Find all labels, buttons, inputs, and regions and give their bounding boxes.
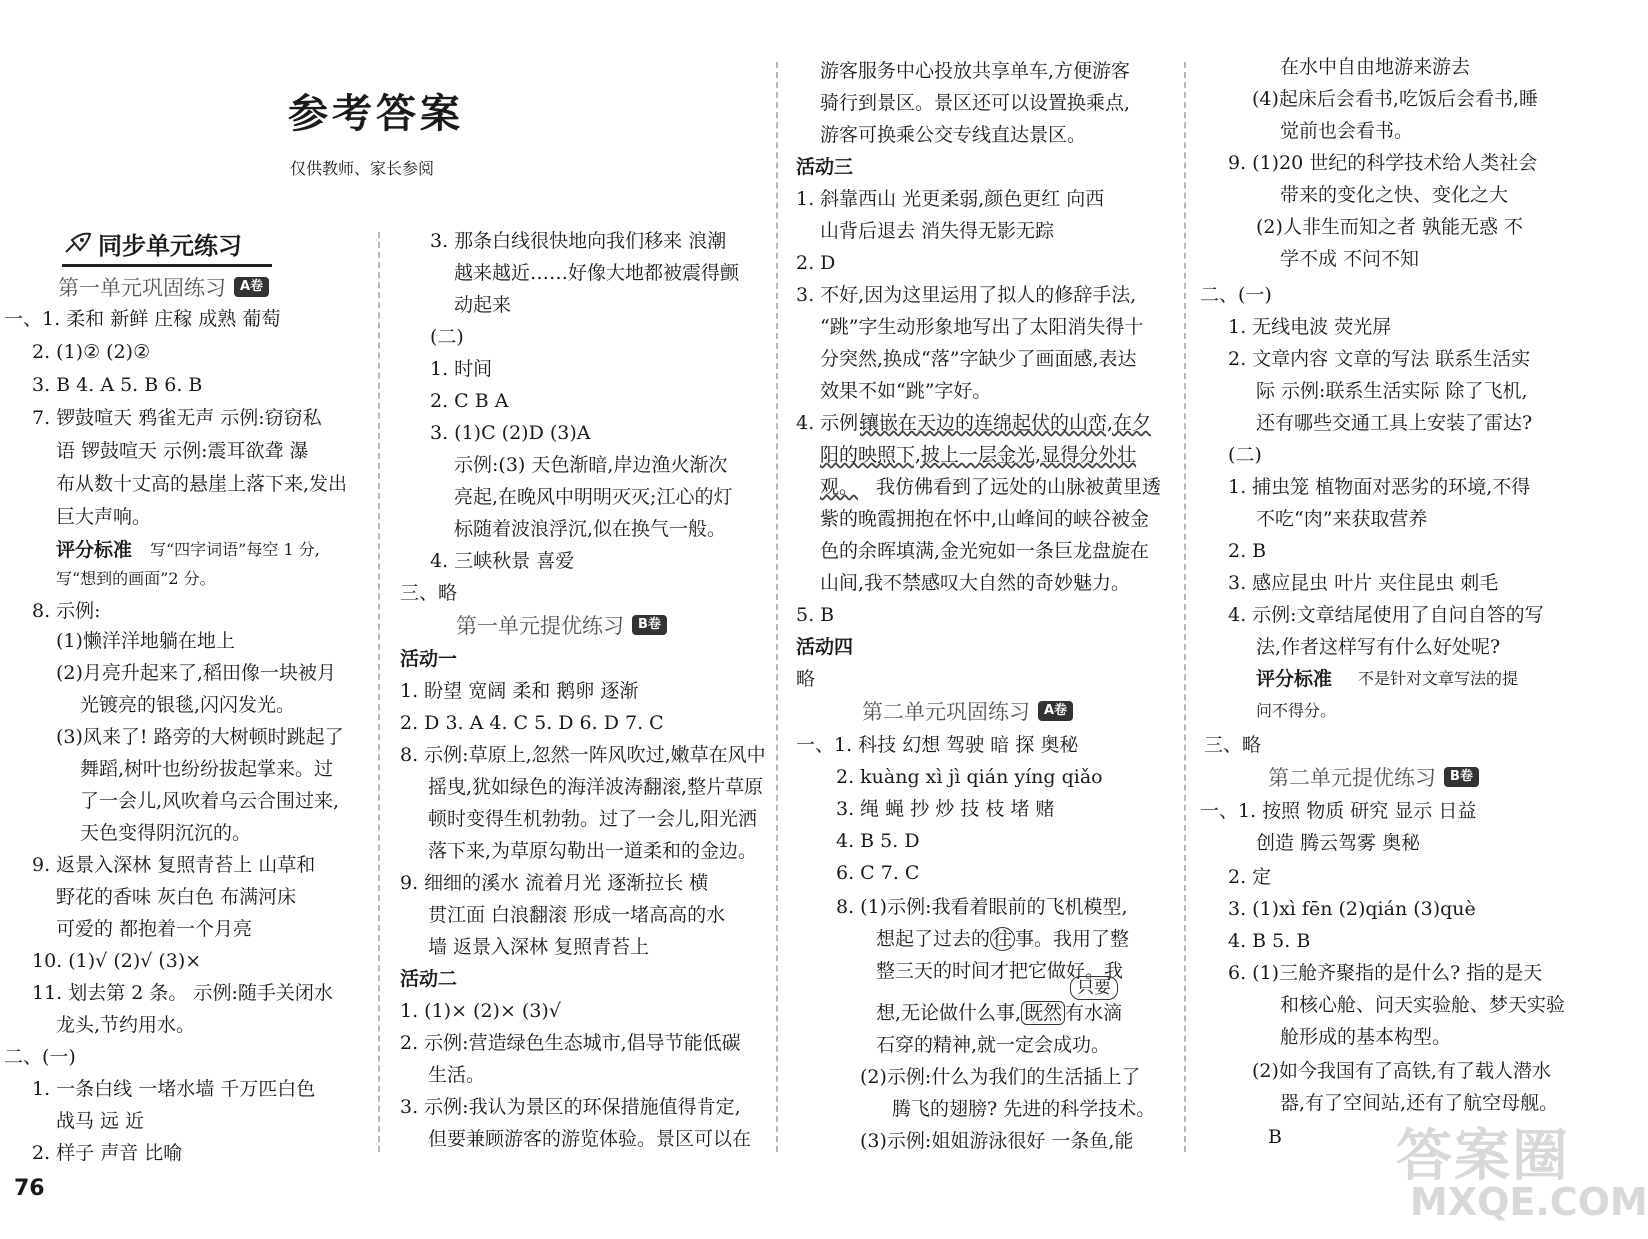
answer-line: 还有哪些交通工具上安装了雷达? xyxy=(1256,412,1533,434)
answer-line: 一、1. 科技 幻想 驾驶 暗 探 奥秘 xyxy=(796,734,1079,756)
answer-line: 贯江面 白浪翻滚 形成一堵高高的水 xyxy=(428,904,726,926)
answer-line: 2. 示例:营造绿色生态城市,倡导节能低碳 xyxy=(400,1032,741,1054)
answer-line: 8. (1)示例:我看着眼前的飞机模型, xyxy=(836,896,1128,918)
divider xyxy=(1184,62,1186,1152)
answer-line: 山间,我不禁感叹大自然的奇妙魅力。 xyxy=(820,572,1131,594)
answer-line: 4. B 5. B xyxy=(1228,930,1311,952)
answer-line: “跳”字生动形象地写出了太阳消失得十 xyxy=(820,316,1144,338)
answer-line: 生活。 xyxy=(428,1064,486,1086)
answer-line: 2. 文章内容 文章的写法 联系生活实 xyxy=(1228,348,1531,370)
answer-line: 6. (1)三舱齐聚指的是什么? 指的是天 xyxy=(1228,962,1543,984)
answer-line: 整三天的时间才把它做好。我 xyxy=(876,960,1124,982)
underlined-text: 镶嵌在天边的连绵起伏的山峦,在夕 xyxy=(860,412,1152,434)
answer-line: 1. 时间 xyxy=(430,358,493,380)
page-number: 76 xyxy=(14,1176,45,1201)
answer-line: 龙头,节约用水。 xyxy=(56,1014,196,1036)
answer-line: 8. 示例:草原上,忽然一阵风吹过,嫩草在风中 xyxy=(400,744,766,766)
answer-line: 4. B 5. D xyxy=(836,830,920,852)
answer-line: 光镀亮的银毯,闪闪发光。 xyxy=(80,694,296,716)
answer-line: 1. 无线电波 荧光屏 xyxy=(1228,316,1392,338)
answer-line: 略 xyxy=(796,668,816,690)
answer-line: 3. (1)xì fēn (2)qián (3)què xyxy=(1228,898,1476,920)
answer-line: 带来的变化之快、变化之大 xyxy=(1280,184,1509,206)
watermark-url: MXQE.COM xyxy=(1410,1180,1648,1224)
answer-line: 1. (1)× (2)× (3)√ xyxy=(400,1000,561,1022)
answer-line: (4)起床后会看书,吃饭后会看书,睡 xyxy=(1252,88,1538,110)
answer-line: 学不成 不问不知 xyxy=(1280,248,1420,270)
activity-heading: 活动三 xyxy=(796,156,854,178)
answer-line: 野花的香味 灰白色 布满河床 xyxy=(56,886,297,908)
section-badge: A卷 xyxy=(234,277,269,297)
answer-line xyxy=(876,924,1129,954)
answer-line: 一、1. 按照 物质 研究 显示 日益 xyxy=(1200,800,1477,822)
answer-line: 分突然,换成“落”字缺少了画面感,表达 xyxy=(820,348,1137,370)
answer-line: 标随着波浪浮沉,似在换气一般。 xyxy=(454,518,727,540)
answer-line: 二、(一) xyxy=(1200,284,1272,306)
answer-line: 在水中自由地游来游去 xyxy=(1280,56,1471,78)
section-title: 第二单元巩固练习 xyxy=(862,700,1030,724)
answer-line: (2)人非生而知之者 孰能无惑 不 xyxy=(1256,216,1523,238)
answer-line: (3)示例:姐姐游泳很好 一条鱼,能 xyxy=(860,1130,1134,1152)
page-subtitle: 仅供教师、家长参阅 xyxy=(290,159,435,178)
answer-line: 色的余晖填满,金光宛如一条巨龙盘旋在 xyxy=(820,540,1150,562)
answer-line: 创造 腾云驾雾 奥秘 xyxy=(1256,832,1421,854)
answer-line: (二) xyxy=(430,326,464,348)
answer-line: 三、略 xyxy=(1204,734,1262,756)
answer-line: 2. C B A xyxy=(430,390,509,412)
correction-note: 只要 xyxy=(1070,976,1118,1000)
answer-line: 2. kuàng xì jì qián yíng qiǎo xyxy=(836,766,1103,788)
answer-line: 我仿佛看到了远处的山脉被黄里透 xyxy=(876,476,1162,498)
answer-line: 不吃“肉”来获取营养 xyxy=(1256,508,1428,530)
answer-line: (1)懒洋洋地躺在地上 xyxy=(56,630,235,652)
activity-heading: 活动四 xyxy=(796,636,854,658)
section-heading xyxy=(58,272,269,302)
answer-line: 1. 盼望 宽阔 柔和 鹅卵 逐渐 xyxy=(400,680,639,702)
answer-line: 2. 样子 声音 比喻 xyxy=(32,1142,183,1164)
answer-line: 示例:(3) 天色渐暗,岸边渔火渐次 xyxy=(454,454,728,476)
answer-line: 和核心舱、问天实验舱、梦天实验 xyxy=(1280,994,1566,1016)
section-badge: A卷 xyxy=(1038,701,1073,721)
answer-line: 3. (1)C (2)D (3)A xyxy=(430,422,591,444)
watermark-logo: 答案圈 xyxy=(1396,1124,1570,1189)
divider xyxy=(378,232,380,1152)
section-badge: B卷 xyxy=(632,615,667,635)
answer-line: 落下来,为草原勾勒出一道柔和的金边。 xyxy=(428,840,758,862)
section-title: 第一单元提优练习 xyxy=(456,614,624,638)
answer-line: 动起来 xyxy=(454,294,512,316)
answer-line: 觉前也会看书。 xyxy=(1280,120,1414,142)
answer-line: 可爱的 都抱着一个月亮 xyxy=(56,918,253,940)
answer-line: 1. 捕虫笼 植物面对恶劣的环境,不得 xyxy=(1228,476,1531,498)
answer-line: (3)风来了! 路旁的大树顿时跳起了 xyxy=(56,726,344,748)
rocket-icon xyxy=(62,232,92,256)
answer-line: 2. (1)② (2)② xyxy=(32,341,151,363)
answer-line: 腾飞的翅膀? 先进的科学技术。 xyxy=(892,1098,1156,1120)
answer-line: 2. D xyxy=(796,252,836,274)
section-heading xyxy=(456,610,667,640)
boxed-word: 既然 xyxy=(1021,1001,1065,1025)
main-section-title: 同步单元练习 xyxy=(98,232,242,260)
answer-line: B xyxy=(1268,1126,1282,1148)
scoring-label: 评分标准 xyxy=(56,539,133,561)
answer-line: 4. 示例: xyxy=(796,412,865,434)
answer-line: 战马 远 近 xyxy=(56,1110,145,1132)
section-title: 第一单元巩固练习 xyxy=(58,276,226,300)
text-span: 想起了过去的 xyxy=(876,928,991,950)
answer-line: 7. 锣鼓喧天 鸦雀无声 示例:窃窃私 xyxy=(32,407,322,429)
answer-line: 顿时变得生机勃勃。过了一会儿,阳光洒 xyxy=(428,808,758,830)
answer-line: 1. 一条白线 一堵水墙 千万匹白色 xyxy=(32,1078,316,1100)
answer-line: 3. 绳 蝇 抄 炒 技 枝 堵 赌 xyxy=(836,798,1055,820)
answer-line: 2. 定 xyxy=(1228,866,1272,888)
activity-heading: 活动一 xyxy=(400,648,458,670)
section-title: 第二单元提优练习 xyxy=(1268,766,1436,790)
underlined-text: 阳的映照下,披上一层金光,显得分外壮 xyxy=(820,444,1137,466)
activity-heading: 活动二 xyxy=(400,968,458,990)
answer-line: 舱形成的基本构型。 xyxy=(1280,1026,1452,1048)
answer-line: 石穿的精神,就一定会成功。 xyxy=(876,1034,1111,1056)
circled-correction: 往 xyxy=(990,927,1015,951)
answer-line: 摇曳,犹如绿色的海洋波涛翻滚,整片草原 xyxy=(428,776,764,798)
answer-line: 5. B xyxy=(796,604,835,626)
answer-line: 三、略 xyxy=(400,582,458,604)
section-heading xyxy=(1268,762,1479,792)
answer-line: 不是针对文章写法的提 xyxy=(1358,669,1519,688)
answer-line: 3. 示例:我认为景区的环保措施值得肯定, xyxy=(400,1096,741,1118)
answer-line: 一、1. 柔和 新鲜 庄稼 成熟 葡萄 xyxy=(4,308,281,330)
section-badge: B卷 xyxy=(1444,767,1479,787)
answer-line: 但要兼顾游客的游览体验。景区可以在 xyxy=(428,1128,752,1150)
section-heading xyxy=(862,696,1073,726)
answer-line: 越来越近……好像大地都被震得颤 xyxy=(454,262,740,284)
answer-line: 3. 那条白线很快地向我们移来 浪潮 xyxy=(430,230,727,252)
answer-line: 问不得分。 xyxy=(1256,701,1337,720)
answer-line: (二) xyxy=(1228,444,1262,466)
answer-line: 3. 不好,因为这里运用了拟人的修辞手法, xyxy=(796,284,1137,306)
answer-line: 9. (1)20 世纪的科学技术给人类社会 xyxy=(1228,152,1538,174)
answer-line: 游客服务中心投放共享单车,方便游客 xyxy=(820,60,1131,82)
answer-line: 11. 划去第 2 条。 示例:随手关闭水 xyxy=(32,982,333,1004)
answer-line: 9. 返景入深林 复照青苔上 山草和 xyxy=(32,854,316,876)
page-title: 参考答案 xyxy=(288,91,464,137)
answer-line: 天色变得阴沉沉的。 xyxy=(80,822,252,844)
divider xyxy=(776,62,778,1152)
answer-line: 山背后退去 消失得无影无踪 xyxy=(820,220,1055,242)
main-section-heading xyxy=(62,226,242,261)
answer-line: 了一会儿,风吹着乌云合围过来, xyxy=(80,790,340,812)
answer-line: 10. (1)√ (2)√ (3)× xyxy=(32,950,202,972)
answer-line: 亮起,在晚风中明明灭灭;江心的灯 xyxy=(454,486,733,508)
answer-line xyxy=(876,998,1122,1028)
scoring-label: 评分标准 xyxy=(1256,668,1333,690)
answer-line: 紫的晚霞拥抱在怀中,山峰间的峡谷被金 xyxy=(820,508,1150,530)
answer-line: 8. 示例: xyxy=(32,600,101,622)
answer-line: 游客可换乘公交专线直达景区。 xyxy=(820,124,1087,146)
answer-line: 2. B xyxy=(1228,540,1267,562)
answer-line: (2)如今我国有了高铁,有了载人潜水 xyxy=(1252,1060,1551,1082)
answer-line: 4. 示例:文章结尾使用了自问自答的写 xyxy=(1228,604,1544,626)
answer-line: 巨大声响。 xyxy=(56,506,152,528)
answer-line: 二、(一) xyxy=(4,1046,76,1068)
text-span: 事。我用了整 xyxy=(1015,928,1130,950)
answer-line: 3. 感应昆虫 叶片 夹住昆虫 刺毛 xyxy=(1228,572,1499,594)
answer-line: 际 示例:联系生活实际 除了飞机, xyxy=(1256,380,1528,402)
text-span: 想,无论做什么事, xyxy=(876,1002,1022,1024)
answer-line: 布从数十丈高的悬崖上落下来,发出 xyxy=(56,473,348,495)
answer-line: 2. D 3. A 4. C 5. D 6. D 7. C xyxy=(400,712,664,734)
answer-line: 写“想到的画面”2 分。 xyxy=(56,569,216,588)
heading-underline xyxy=(62,264,272,267)
answer-line: 9. 细细的溪水 流着月光 逐渐拉长 横 xyxy=(400,872,709,894)
text-span: 有水滴 xyxy=(1065,1002,1123,1024)
answer-line: (2)示例:什么为我们的生活插上了 xyxy=(860,1066,1141,1088)
answer-line: 写“四字词语”每空 1 分, xyxy=(150,540,320,559)
answer-line: 3. B 4. A 5. B 6. B xyxy=(32,374,203,396)
answer-line: 舞蹈,树叶也纷纷拔起掌来。过 xyxy=(80,758,334,780)
underlined-text: 观。 xyxy=(820,476,859,498)
answer-line: 1. 斜靠西山 光更柔弱,颜色更红 向西 xyxy=(796,188,1105,210)
answer-line: 语 锣鼓喧天 示例:震耳欲聋 瀑 xyxy=(56,440,309,462)
answer-line: (2)月亮升起来了,稻田像一块被月 xyxy=(56,662,336,684)
answer-line: 墙 返景入深林 复照青苔上 xyxy=(428,936,650,958)
answer-line: 6. C 7. C xyxy=(836,862,920,884)
answer-line: 效果不如“跳”字好。 xyxy=(820,380,992,402)
answer-line: 骑行到景区。景区还可以设置换乘点, xyxy=(820,92,1131,114)
answer-line: 法,作者这样写有什么好处呢? xyxy=(1256,636,1501,658)
answer-line: 4. 三峡秋景 喜爱 xyxy=(430,550,575,572)
answer-line: 器,有了空间站,还有了航空母舰。 xyxy=(1280,1092,1559,1114)
